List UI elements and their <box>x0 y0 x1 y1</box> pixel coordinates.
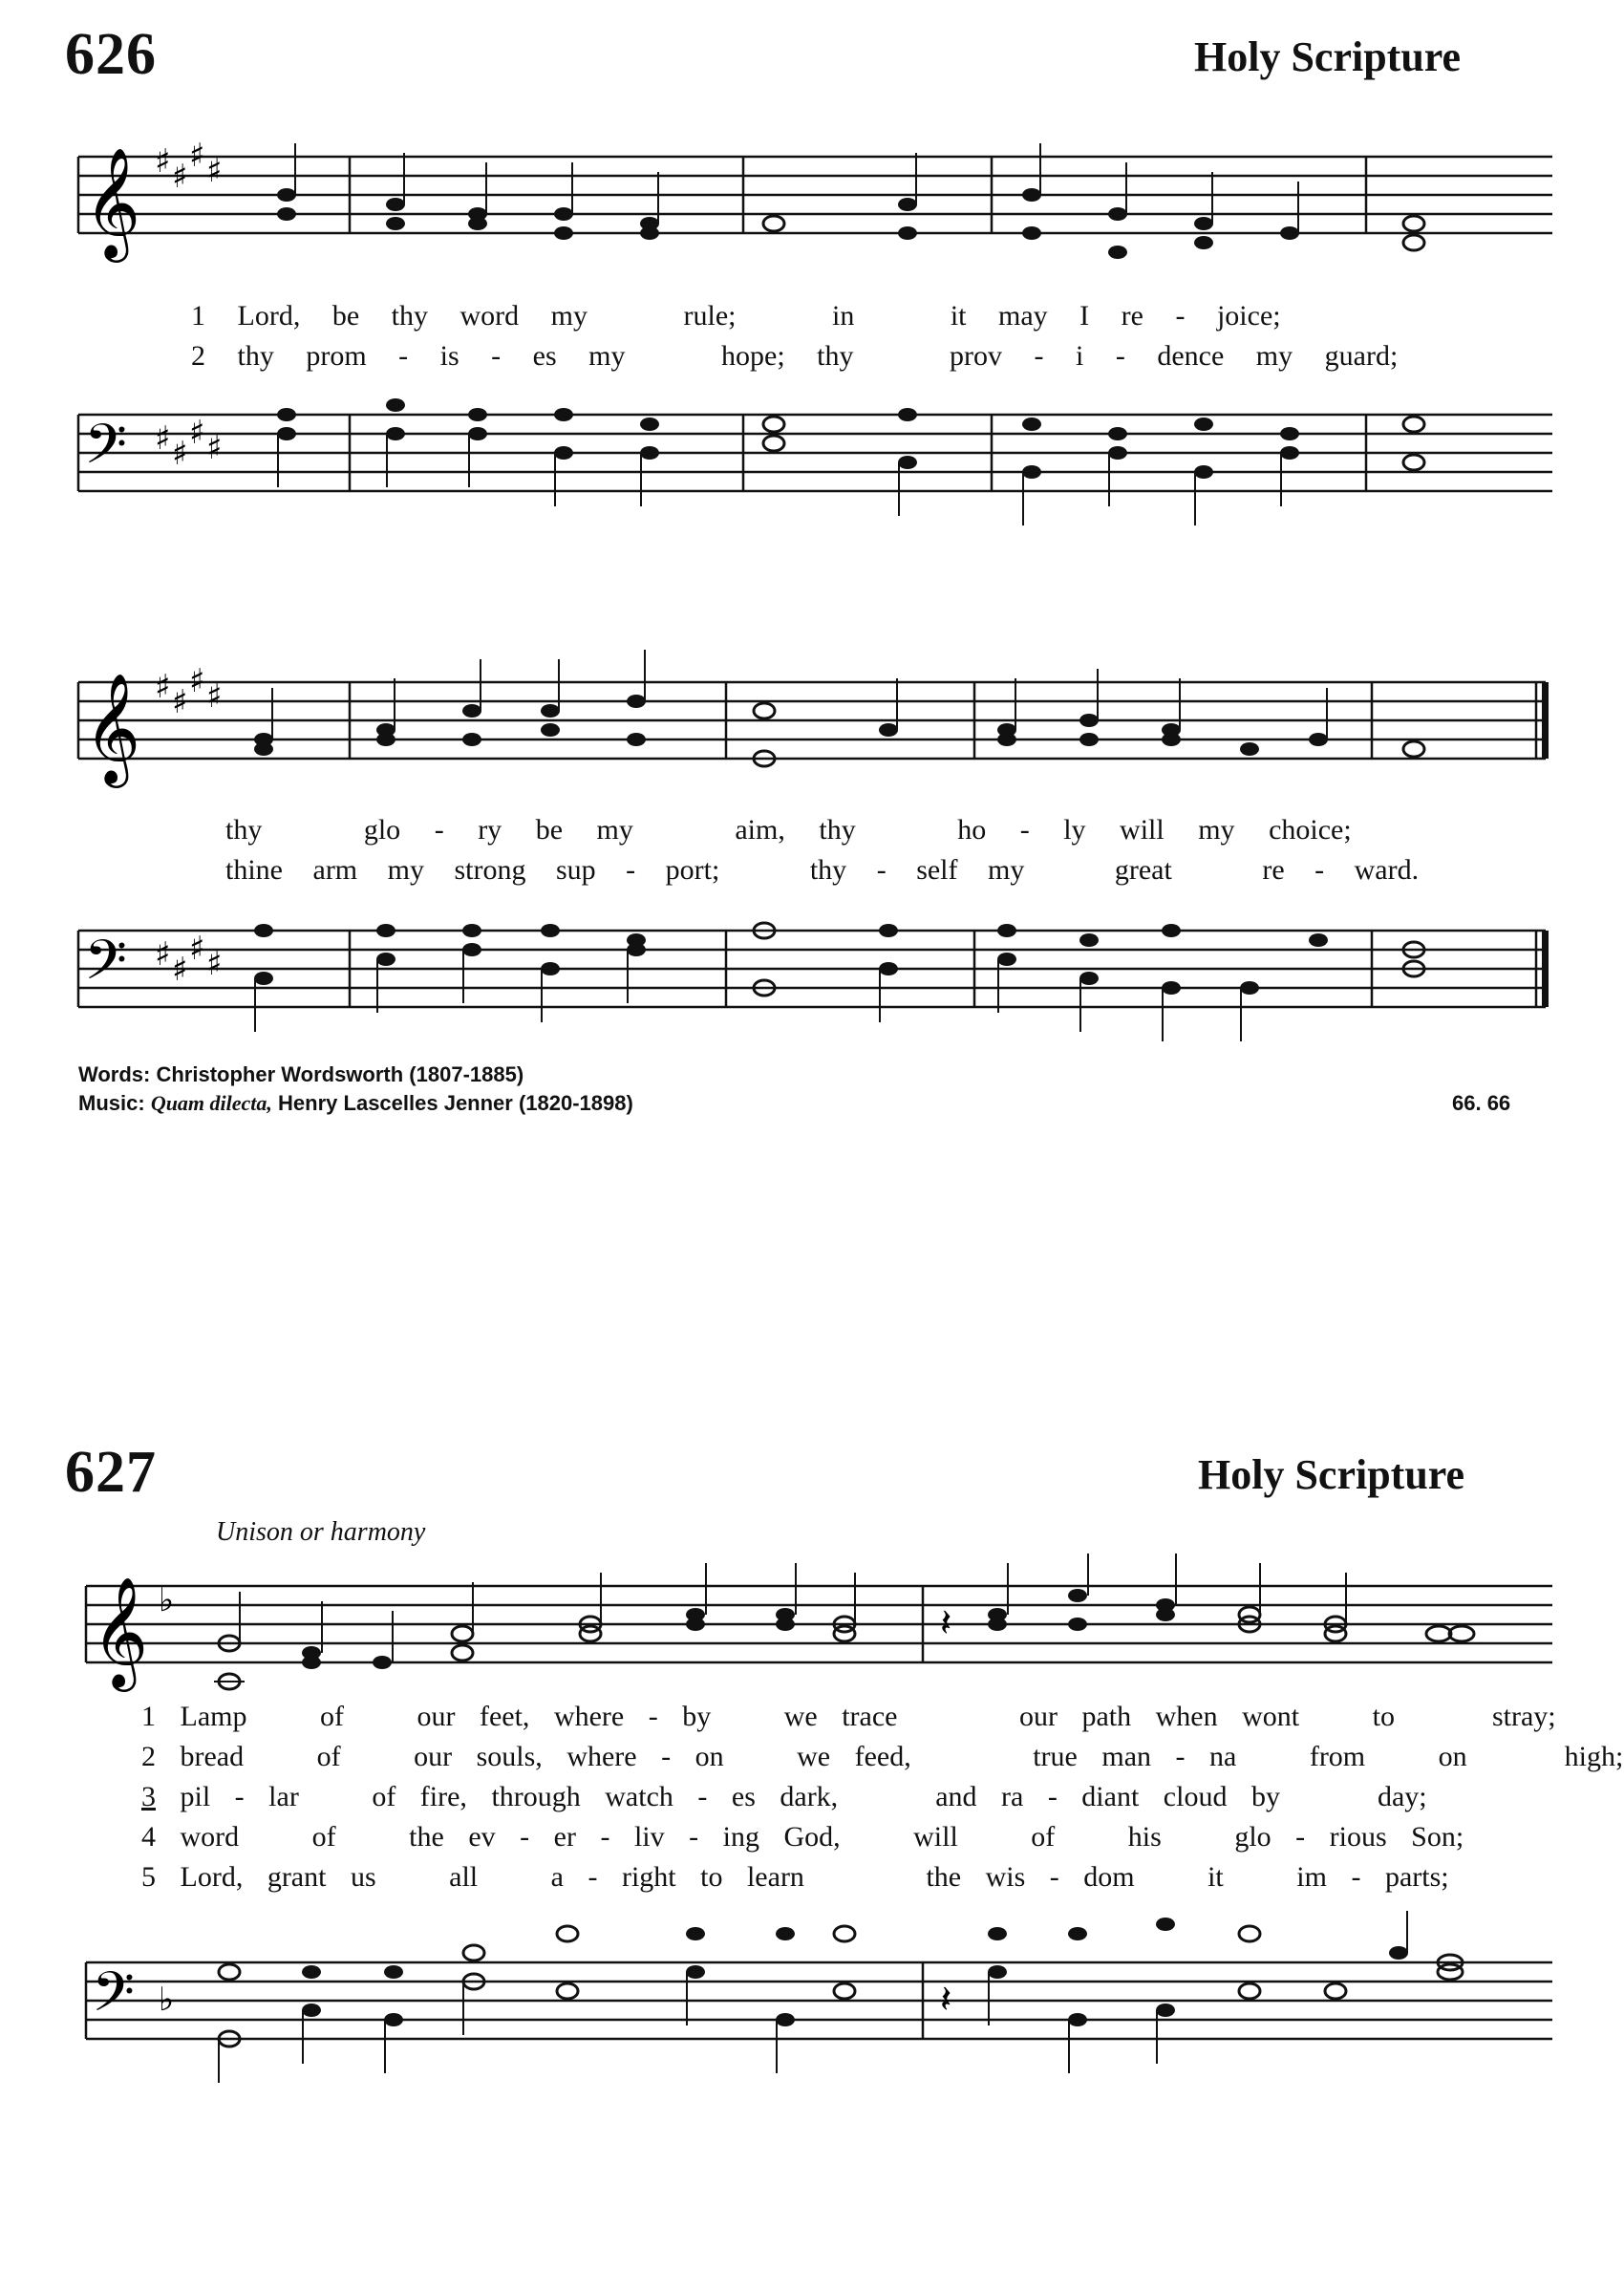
lyric-line-626-s2-v1: thy glo - ry be my aim, thy ho - ly will my choice; <box>225 814 1352 846</box>
svg-text:♯: ♯ <box>189 662 205 700</box>
lyric-line-627-v1: 1 Lamp of our feet, where - by we trace our path when wont to stray; <box>141 1701 1556 1732</box>
hymn-number: 627 <box>65 1440 157 1505</box>
treble-clef-icon: 𝄞 <box>84 672 141 783</box>
svg-text:♯: ♯ <box>189 137 205 175</box>
lyric-line-627-v3: 3 pil - lar of fire, through watch - es dark, and ra - diant cloud by day; <box>141 1781 1427 1812</box>
treble-staff <box>0 124 1624 315</box>
svg-text:♯: ♯ <box>206 429 223 467</box>
meter: 66. 66 <box>1452 1091 1511 1115</box>
svg-text:♯: ♯ <box>155 668 171 706</box>
svg-text:♯: ♯ <box>155 419 171 458</box>
svg-text:♯: ♯ <box>206 677 223 716</box>
lyric-line-627-v2: 2 bread of our souls, where - on we feed, true man - na from on high; <box>141 1741 1624 1772</box>
key-signature-icon <box>155 137 222 196</box>
quarter-rest-icon: 𝄽 <box>940 1978 952 2022</box>
note-heads <box>277 188 1424 259</box>
key-signature-icon <box>155 414 222 473</box>
key-signature-icon: ♭ <box>159 1581 175 1619</box>
svg-text:♯: ♯ <box>206 945 223 983</box>
bass-staff <box>0 382 1624 554</box>
treble-staff <box>0 650 1624 841</box>
svg-text:♯: ♯ <box>155 935 171 974</box>
quarter-rest-icon: 𝄽 <box>940 1601 952 1645</box>
lyric-line-626-s1-v1: 1 Lord, be thy word my rule; in it may I re - joice; <box>191 300 1281 332</box>
key-signature-icon: ♭ <box>159 1981 175 2019</box>
lyric-line-627-v5: 5 Lord, grant us all a - right to learn the wis - dom it im - parts; <box>141 1861 1449 1893</box>
music-credit: Music: Quam dilecta, Henry Lascelles Jenner (1820-1898) <box>78 1091 633 1115</box>
key-signature-icon <box>155 930 222 989</box>
bass-clef-icon: 𝄢 <box>92 1960 136 2038</box>
svg-text:♯: ♯ <box>172 435 188 473</box>
svg-text:♯: ♯ <box>172 683 188 721</box>
svg-text:♯: ♯ <box>189 930 205 968</box>
hymn-category: Holy Scripture <box>1198 1451 1465 1498</box>
bass-staff <box>0 1911 1624 2092</box>
treble-clef-icon: 𝄞 <box>84 146 141 258</box>
lyric-line-627-v4: 4 word of the ev - er - liv - ing God, will of his glo - rious Son; <box>141 1821 1464 1853</box>
svg-text:♯: ♯ <box>172 951 188 989</box>
bass-clef-icon: 𝄢 <box>84 412 128 490</box>
performance-direction: Unison or harmony <box>216 1517 426 1547</box>
words-credit: Words: Christopher Wordsworth (1807-1885) <box>78 1062 524 1086</box>
hymn-number: 626 <box>65 22 157 87</box>
svg-text:♯: ♯ <box>155 142 171 181</box>
lyric-line-626-s1-v2: 2 thy prom - is - es my hope; thy prov - i - dence my guard; <box>191 340 1399 372</box>
hymn-category: Holy Scripture <box>1194 33 1462 80</box>
treble-staff <box>0 1554 1624 1716</box>
svg-text:♯: ♯ <box>172 158 188 196</box>
svg-text:♯: ♯ <box>206 152 223 190</box>
key-signature-icon <box>155 662 222 721</box>
svg-text:♯: ♯ <box>189 414 205 452</box>
bass-staff <box>0 898 1624 1070</box>
bass-clef-icon: 𝄢 <box>84 928 128 1006</box>
lyric-line-626-s2-v2: thine arm my strong sup - port; thy - self my great re - ward. <box>225 854 1420 886</box>
treble-clef-icon: 𝄞 <box>92 1575 149 1687</box>
